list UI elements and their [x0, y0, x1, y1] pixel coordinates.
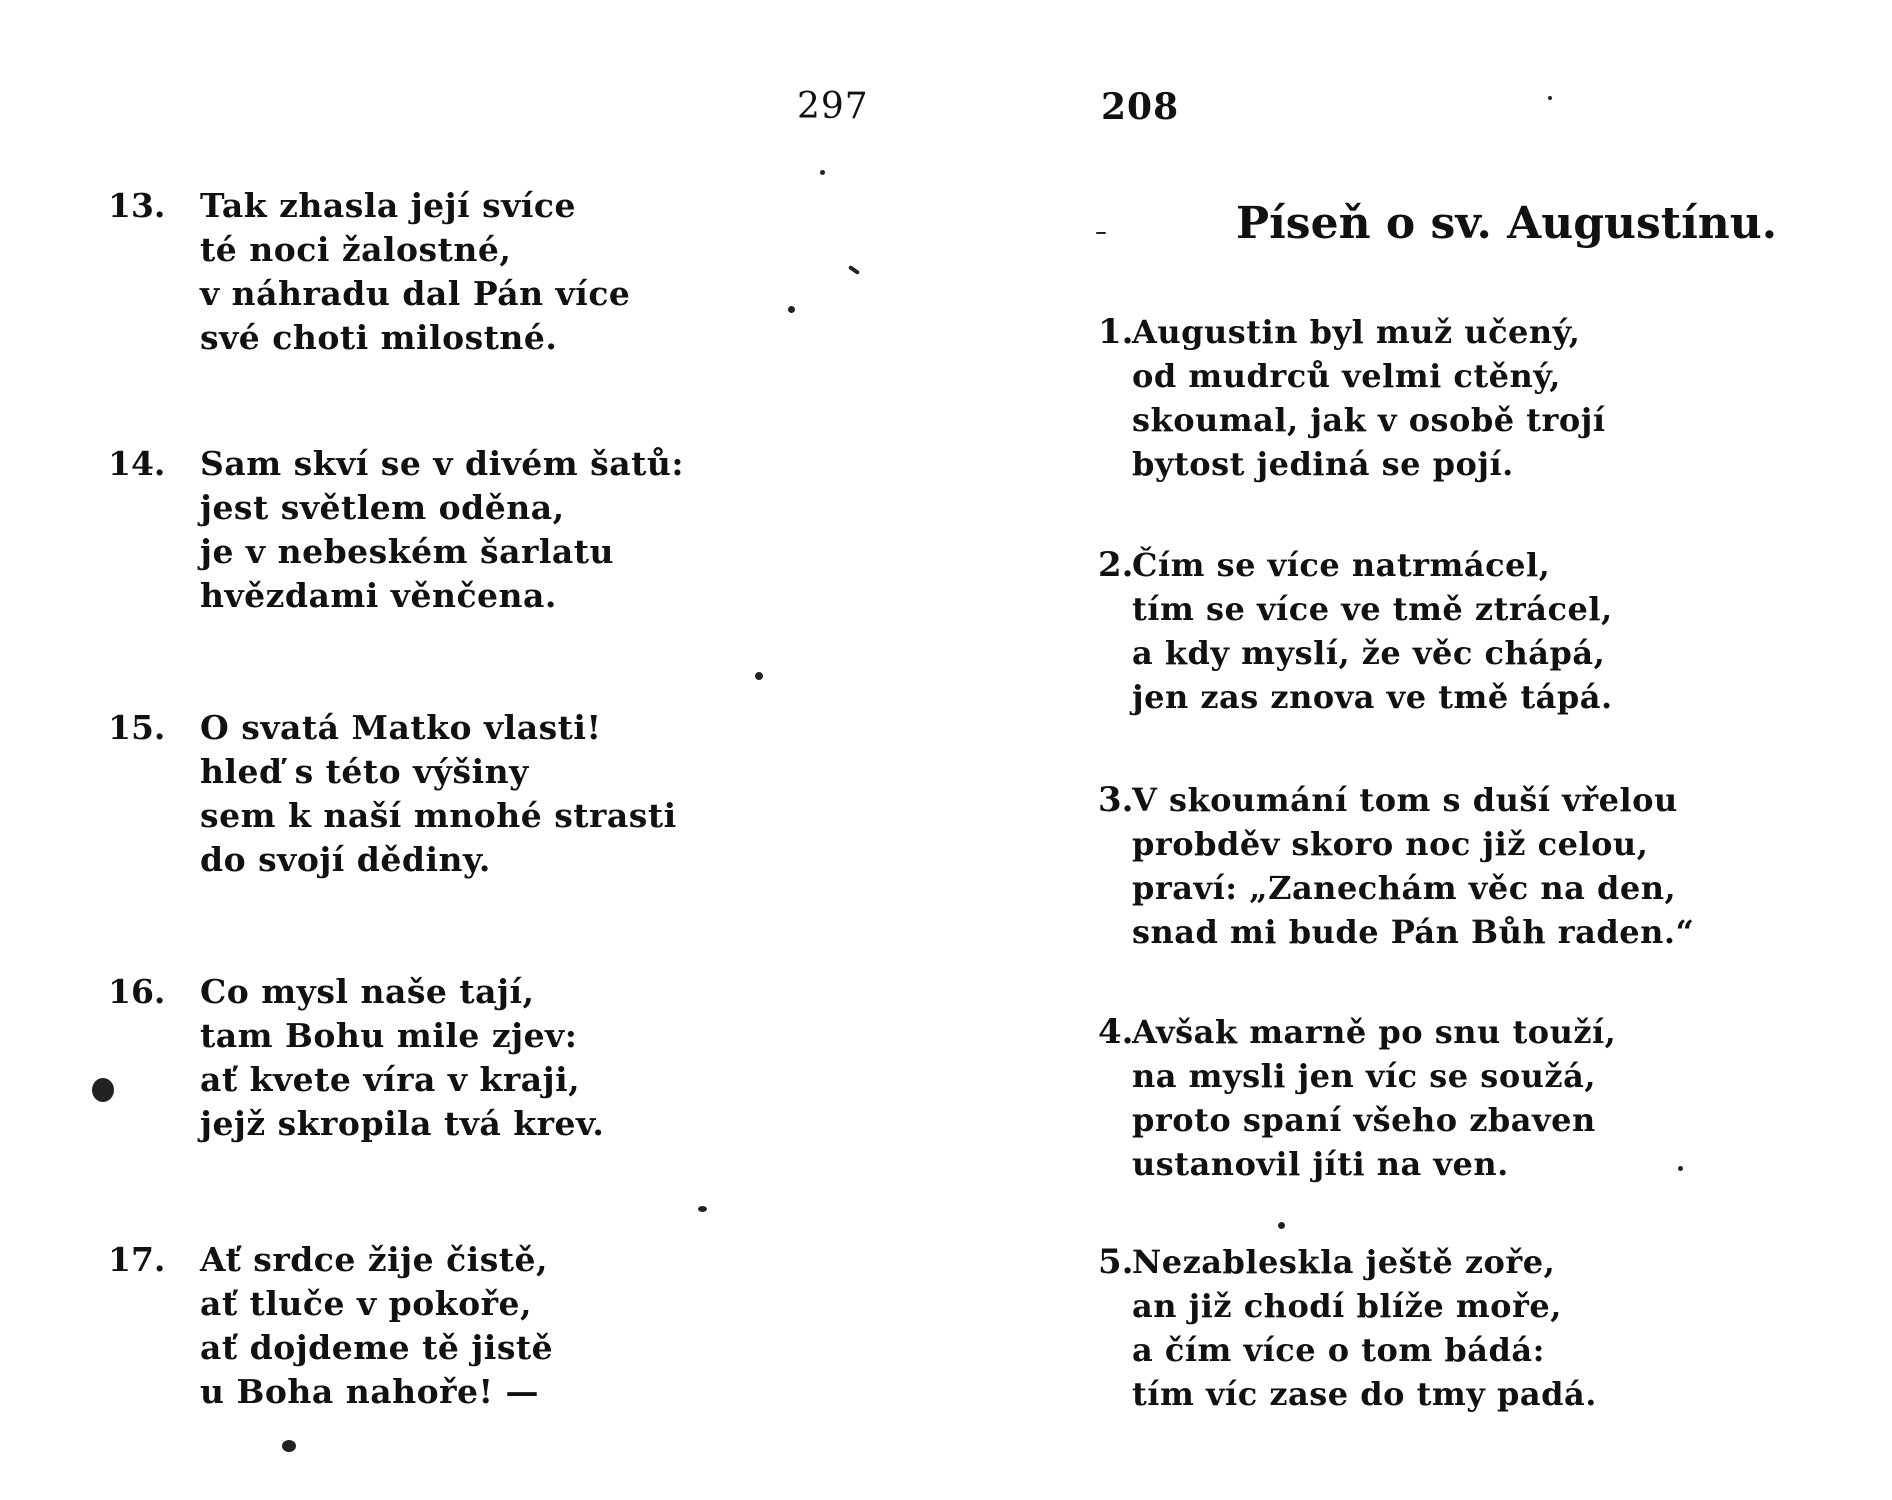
stanza-lines — [200, 970, 604, 1146]
verse-line: probděv skoro noc již celou, — [1132, 825, 1649, 863]
verse-line: V skoumání tom s duší vřelou — [1132, 781, 1678, 819]
stanza-3 — [1098, 778, 1694, 954]
verse-line: Ať srdce žije čistě, — [200, 1240, 549, 1279]
page-number-left: 297 — [797, 86, 869, 127]
verse-line: proto spaní všeho zbaven — [1132, 1101, 1596, 1139]
verse-line: Augustin byl muž učený, — [1132, 313, 1581, 351]
verse-line: jest světlem oděna, — [200, 488, 565, 527]
verse-line: tím víc zase do tmy padá. — [1132, 1375, 1597, 1413]
ink-speck — [1096, 232, 1106, 234]
ink-speck — [698, 1206, 707, 1212]
verse-line: v náhradu dal Pán více — [200, 274, 631, 313]
ink-speck — [1678, 1166, 1683, 1171]
stanza-14 — [108, 442, 684, 618]
ink-blot — [92, 1078, 114, 1102]
verse-line: a kdy myslí, že věc chápá, — [1132, 634, 1606, 672]
stanza-number: 3. — [1098, 780, 1134, 820]
stanza-1 — [1098, 310, 1605, 486]
ink-speck — [848, 265, 860, 275]
verse-line: své choti milostné. — [200, 318, 558, 357]
stanza-lines — [200, 442, 684, 618]
verse-line: a čím více o tom bádá: — [1132, 1331, 1545, 1369]
verse-line: sem k naší mnohé strasti — [200, 796, 677, 835]
verse-line: Sam skví se v divém šatů: — [200, 444, 685, 483]
verse-line: Tak zhasla její svíce — [200, 186, 577, 225]
stanza-lines — [1132, 1240, 1597, 1416]
verse-line: u Boha nahoře! — — [200, 1372, 539, 1411]
verse-line: tím se více ve tmě ztrácel, — [1132, 590, 1613, 628]
page-number-right: 208 — [1101, 86, 1180, 128]
verse-line: ustanovil jíti na ven. — [1132, 1145, 1509, 1183]
ink-speck — [1548, 96, 1552, 100]
verse-line: Nezableskla ještě zoře, — [1132, 1243, 1556, 1281]
stanza-13 — [108, 184, 630, 360]
stanza-lines — [200, 1238, 553, 1414]
verse-line: je v nebeském šarlatu — [200, 532, 614, 571]
verse-line: jen zas znova ve tmě tápá. — [1132, 678, 1613, 716]
song-title: Píseň o sv. Augustínu. — [1236, 198, 1778, 249]
stanza-lines — [1132, 543, 1613, 719]
stanza-lines — [200, 706, 677, 882]
verse-line: ať tluče v pokoře, — [200, 1284, 532, 1323]
stanza-number: 14. — [108, 444, 166, 483]
verse-line: skoumal, jak v osobě trojí — [1132, 401, 1606, 439]
verse-line: hleď s této výšiny — [200, 752, 529, 791]
stanza-17 — [108, 1238, 553, 1414]
stanza-2 — [1098, 543, 1613, 719]
verse-line: O svatá Matko vlasti! — [200, 708, 602, 747]
verse-line: ať kvete víra v kraji, — [200, 1060, 581, 1099]
stanza-number: 13. — [108, 186, 166, 225]
ink-speck — [755, 672, 763, 680]
verse-line: an již chodí blíže moře, — [1132, 1287, 1562, 1325]
stanza-number: 1. — [1098, 312, 1134, 352]
stanza-number: 15. — [108, 708, 166, 747]
stanza-number: 5. — [1098, 1242, 1134, 1282]
ink-speck — [282, 1440, 296, 1452]
stanza-number: 16. — [108, 972, 166, 1011]
verse-line: do svojí dědiny. — [200, 840, 491, 879]
stanza-4 — [1098, 1010, 1616, 1186]
verse-line: té noci žalostné, — [200, 230, 512, 269]
verse-line: hvězdami věnčena. — [200, 576, 557, 615]
verse-line: jejž skropila tvá krev. — [200, 1104, 605, 1143]
verse-line: snad mi bude Pán Bůh raden.“ — [1132, 913, 1695, 951]
stanza-number: 17. — [108, 1240, 166, 1279]
verse-line: Co mysl naše tají, — [200, 972, 535, 1011]
stanza-lines — [200, 184, 630, 360]
verse-line: na mysli jen víc se soužá, — [1132, 1057, 1596, 1095]
verse-line: Avšak marně po snu touží, — [1132, 1013, 1617, 1051]
stanza-number: 2. — [1098, 545, 1134, 585]
right-page — [946, 0, 1892, 1500]
verse-line: od mudrců velmi ctěný, — [1132, 357, 1561, 395]
verse-line: ať dojdeme tě jistě — [200, 1328, 554, 1367]
stanza-number: 4. — [1098, 1012, 1134, 1052]
ink-speck — [820, 170, 825, 175]
stanza-16 — [108, 970, 604, 1146]
verse-line: Čím se více natrmácel, — [1132, 546, 1551, 584]
ink-speck — [788, 306, 795, 313]
stanza-15 — [108, 706, 677, 882]
verse-line: praví: „Zanechám věc na den, — [1132, 869, 1677, 907]
verse-line: bytost jediná se pojí. — [1132, 445, 1514, 483]
stanza-5 — [1098, 1240, 1597, 1416]
verse-line: tam Bohu mile zjev: — [200, 1016, 578, 1055]
stanza-lines — [1132, 1010, 1616, 1186]
ink-speck — [1278, 1222, 1285, 1229]
stanza-lines — [1132, 310, 1605, 486]
stanza-lines — [1132, 778, 1694, 954]
